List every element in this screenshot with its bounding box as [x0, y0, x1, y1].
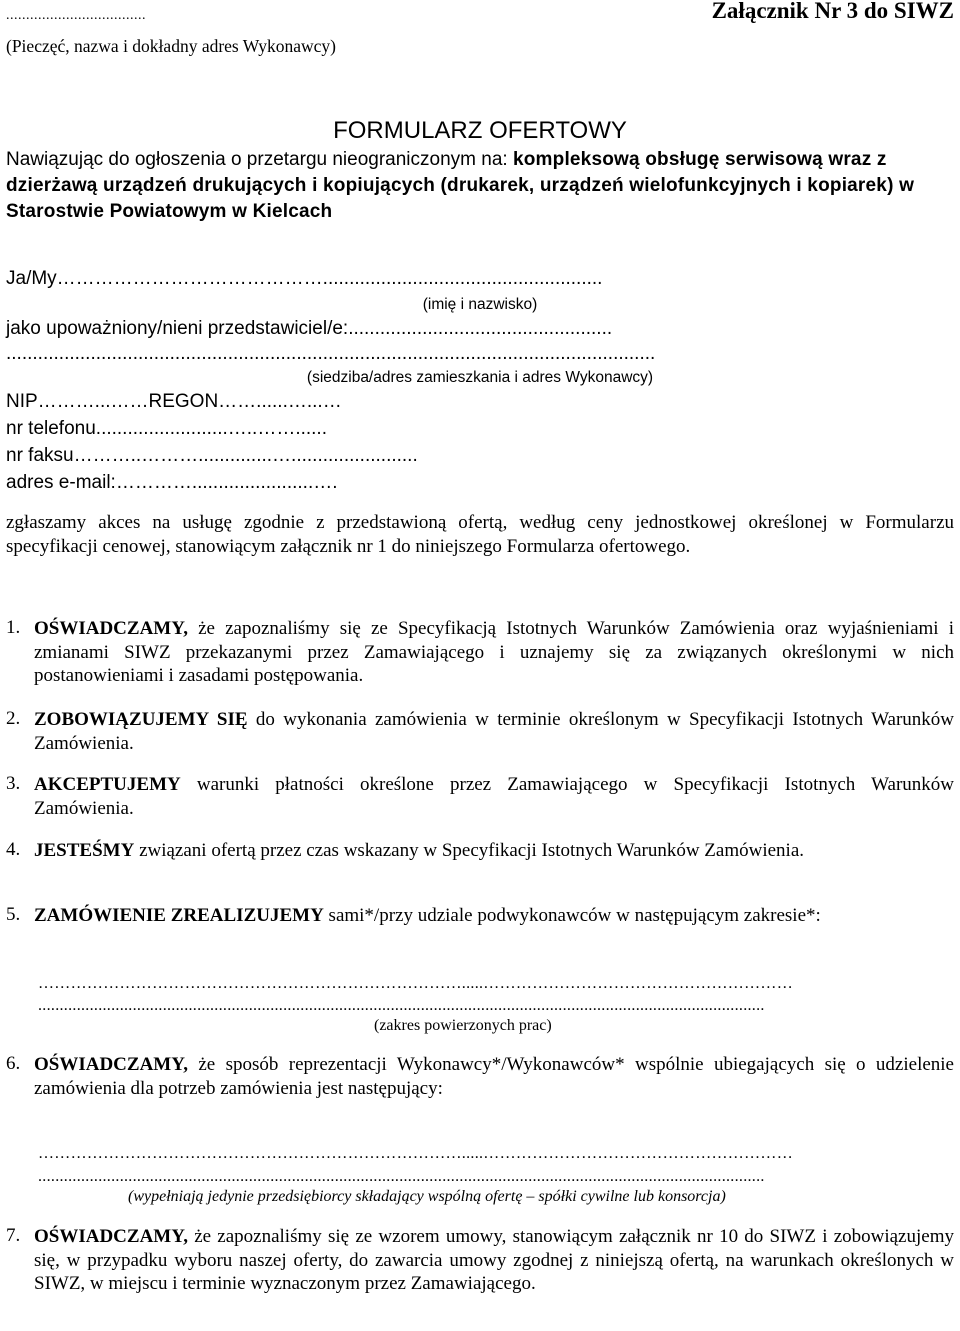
item-3-text — [34, 773, 954, 820]
item-1-body: że zapoznaliśmy się ze Specyfikacją Istotnych Warunków Zamówienia oraz wyjaśnieniami i zmianami SIWZ przekazanymi przez Zamawiającego i uznajemy się za związanych określonymi w nich postanowieniami i zasadami postępowania. — [34, 618, 954, 686]
tender-subject: kompleksową obsługę serwisową wraz z dzierżawą urządzeń drukujących i kopiujących (drukarek, urządzeń wielofunkcyjnych i kopiarek) w Starostwie Powiatowym w Kielcach — [6, 149, 915, 222]
item-1-keyword: OŚWIADCZAMY, — [34, 618, 188, 639]
item-7-body: że zapoznaliśmy się ze wzorem umowy, stanowiącym załącznik nr 10 do SIWZ i zobowiązujemy się, w przypadku wyboru naszej oferty, do zawarcia umowy zgodnej z niniejszą ofertą, na warunkach określonych w SIWZ, w miejscu i terminie wyznaczonym przez Zamawiającego. — [34, 1226, 954, 1294]
stamp-placeholder-dots[interactable]: ................................... — [6, 8, 146, 23]
item-2-keyword: ZOBOWIĄZUJEMY SIĘ — [34, 709, 248, 730]
name-hint: (imię i nazwisko) — [422, 296, 538, 313]
item-2-body: do wykonania zamówienia w terminie określonym w Specyfikacji Istotnych Warunków Zamówienia. — [34, 709, 954, 754]
fax-field[interactable]: nr faksu………..………..............…........................ — [6, 445, 418, 466]
item-4-text — [34, 839, 954, 863]
item-6-number: 6. — [6, 1053, 21, 1074]
stamp-caption: (Pieczęć, nazwa i dokładny adres Wykonawcy) — [6, 36, 337, 56]
item-2-text — [34, 708, 954, 755]
representative-field[interactable]: jako upoważniony/nieni przedstawiciel/e:.................................................. — [6, 318, 613, 339]
item-7-text — [34, 1225, 954, 1296]
item-6-text — [34, 1053, 954, 1100]
seat-hint: (siedziba/adres zamieszkania i adres Wykonawcy) — [306, 369, 654, 386]
item-3-body: warunki płatności określone przez Zamawiającego w Specyfikacji Istotnych Warunków Zamówienia. — [34, 774, 954, 819]
nip-regon-field[interactable]: NIP………...……REGON……......…...… — [6, 391, 342, 412]
item-4-number: 4. — [6, 839, 21, 860]
phone-field[interactable]: nr telefonu.........................…..……...... — [6, 418, 327, 439]
subcontract-scope-hint: (zakres powierzonych prac) — [374, 1017, 552, 1034]
item-7-number: 7. — [6, 1225, 21, 1246]
representation-line-2[interactable]: ......................................................................................................................................................................... — [38, 1168, 765, 1185]
subcontract-scope-line-2[interactable]: ......................................................................................................................................................................... — [38, 997, 765, 1014]
representation-line-1[interactable]: …………………………………………………………………….....………………………………………………… — [38, 1145, 793, 1162]
item-5-text — [34, 904, 954, 928]
item-7-keyword: OŚWIADCZAMY, — [34, 1226, 188, 1247]
item-5-body: sami*/przy udziale podwykonawców w następującym zakresie*: — [323, 905, 821, 926]
item-1-text — [34, 617, 954, 688]
email-field[interactable]: adres e-mail:………….......................…. — [6, 472, 338, 493]
representative-field-continuation[interactable]: ........................................................................................................................... — [6, 343, 656, 364]
name-field[interactable]: Ja/My……………………………………..................................................... — [6, 268, 603, 289]
annex-label: Załącznik Nr 3 do SIWZ — [711, 0, 954, 23]
intro-paragraph — [6, 147, 954, 225]
item-6-keyword: OŚWIADCZAMY, — [34, 1054, 188, 1075]
item-6-body: że sposób reprezentacji Wykonawcy*/Wykonawców* wspólnie ubiegających się o udzielenie zamówienia dla potrzeb zamówienia jest następujący: — [34, 1054, 954, 1099]
item-3-number: 3. — [6, 773, 21, 794]
item-3-keyword: AKCEPTUJEMY — [34, 774, 181, 795]
item-4-keyword: JESTEŚMY — [34, 840, 135, 861]
accession-paragraph: zgłaszamy akces na usługę zgodnie z przedstawioną ofertą, według ceny jednostkowej określonej w Formularzu specyfikacji cenowej, stanowiącym załącznik nr 1 do niniejszego Formularza ofertowego. — [6, 512, 954, 557]
intro-lead: Nawiązując do ogłoszenia o przetargu nieograniczonym na: — [6, 149, 513, 170]
item-1-number: 1. — [6, 617, 21, 638]
representation-hint-text: (wypełniają jedynie przedsiębiorcy składający wspólną ofertę – spółki cywilne lub konsorcja) — [128, 1188, 726, 1205]
item-5-number: 5. — [6, 904, 21, 925]
page-title: FORMULARZ OFERTOWY — [333, 117, 627, 144]
item-5-keyword: ZAMÓWIENIE ZREALIZUJEMY — [34, 905, 324, 926]
item-2-number: 2. — [6, 708, 21, 729]
subcontract-scope-line-1[interactable]: …………………………………………………………………….....………………………………………………… — [38, 975, 793, 992]
item-4-body: związani ofertą przez czas wskazany w Specyfikacji Istotnych Warunków Zamówienia. — [134, 840, 805, 861]
representation-hint — [128, 1188, 726, 1206]
